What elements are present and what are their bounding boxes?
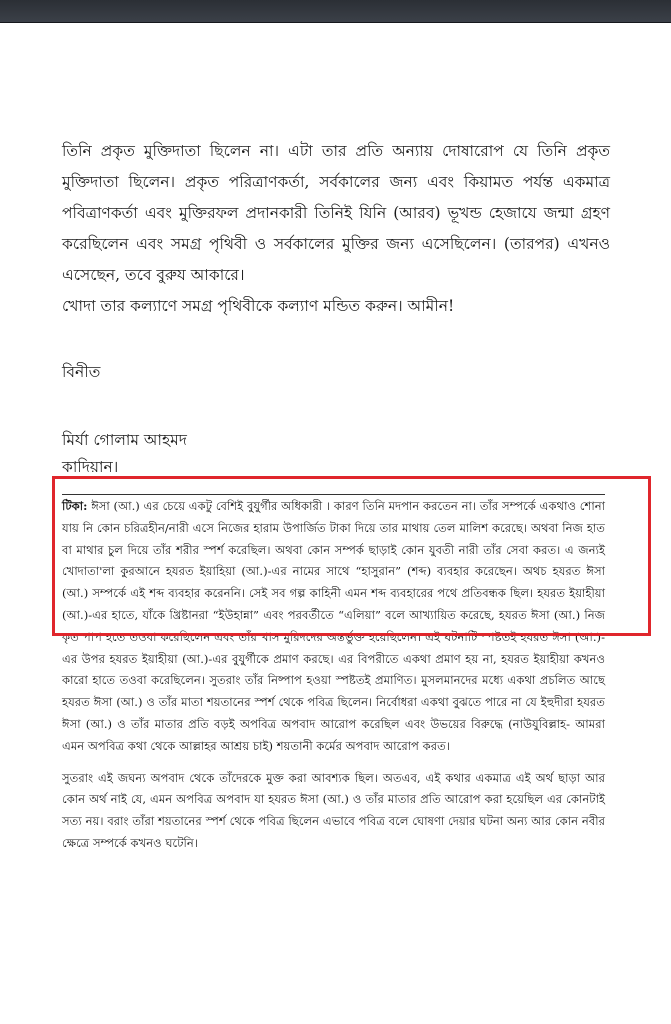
footnote-text-1: ঈসা (আ.) এর চেয়ে একটু বেশিই বুযুর্গীর অধিকারী । কারণ তিনি মদপান করতেন না। তাঁর সম্পর্কে একথাও শোনা যায় নি কোন চরিত্রহীন/নারী এসে নিজের হারাম উপার্জিত টাকা দিয়ে তার মাথায় তেল মালিশ করেছে। অথবা নিজ হাত বা মাথার চুল দিয়ে তাঁর শরীর স্পর্শ করেছিল। অথবা কোন সম্পর্ক ছাড়াই কোন যুবতী নারী তাঁর সেবা করত। এ জন্যই খোদাতা'লা কুরআনে হযরত ইয়াহিয়া (আ.)-এর নামের সাথে “হাসুরান” (শব্দ) ব্যবহার করেছেন। অথচ হযরত ঈসা (আ.) সম্পর্কে এই শব্দ ব্যবহার করেননি। সেই সব গল্প কাহিনী এমন শব্দ ব্যবহারের পথে প্রতিবন্ধক ছিল। হযরত ইয়াহীয়া (আ.)-এর হাতে, যাঁকে খ্রিষ্টানরা “ইউহান্না” এবং পরবর্তীতে “এলিয়া” বলে আখ্যায়িত করেছে, হযরত ঈসা (আ.) নিজ কৃত পাপ হতে তওবা করেছিলেন এবং তাঁর খাস মুরিদদের অন্তর্ভুক্ত হয়েছিলেন। এই ঘটনাটি স্পষ্টতই হযরত ঈসা (আ.)-এর উপর হযরত ইয়াহীয়া (আ.)-এর বুযুর্গীকে প্রমাণ করছে। এর বিপরীতে একথা প্রমাণ হয় না, হযরত ইয়াহীয়া কখনও কারো হাতে তওবা করেছিলেন। সুতরাং তাঁর নিষ্পাপ হওয়া স্পষ্টতই প্রমাণিত। মুসলমানদের মধ্যে একথা প্রচলিত আছে হযরত ঈসা (আ.) ও তাঁর মাতা শয়তানের স্পর্শ থেকে পবিত্র ছিলেন। নির্বোধরা একথা বুঝতে পারে না যে ইহুদীরা হযরত ঈসা (আ.) ও তাঁর মাতার প্রতি বড়ই অপবিত্র অপবাদ আরোপ করেছিল এবং উভয়ের বিরুদ্ধে (নাউযুবিল্লাহ- আমরা এমন অপবিত্র কথা থেকে আল্লাহর আশ্রয় চাই) শয়তানী কর্মের অপবাদ আরোপ করত। [62, 499, 606, 753]
author-place: কাদিয়ান। [62, 458, 119, 476]
window-top-bar [0, 0, 671, 23]
prayer-line: খোদা তার কল্যাণে সমগ্র পৃথিবীকে কল্যাণ মন্ডিত করুন। আমীন! [62, 297, 455, 315]
highlight-annotation-box [52, 476, 651, 636]
footnote-label: টিকা: [62, 499, 88, 513]
main-paragraph: তিনি প্রকৃত মুক্তিদাতা ছিলেন না। এটা তার প্রতি অন্যায় দোষারোপ যে তিনি প্রকৃত মুক্তিদাতা ছিলেন। প্রকৃত পরিত্রাণকর্তা, সর্বকালের জন্য এবং কিয়ামত পর্যন্ত একমাত্র পবিত্রাণকর্তা এবং মুক্তিরফল প্রদানকারী তিনিই যিনি (আরব) ভূখন্ড হেজাযে জন্মা গ্রহণ করেছিলেন এবং সমগ্র পৃথিবী ও সর্বকালের মুক্তির জন্য এসেছিলেন। (তারপর) এখনও এসেছেন, তবে বুরুয আকারে। [62, 142, 610, 284]
main-body-text [62, 136, 610, 322]
salutation: বিনীত [62, 363, 101, 381]
footnote-paragraph-2: সুতরাং এই জঘন্য অপবাদ থেকে তাঁদেরকে মুক্ত করা আবশ্যক ছিল। অতএব, এই কথার একমাত্র এই অর্থ ছাড়া আর কোন অর্থ নাই যে, এমন অপবিত্র অপবাদ যা হযরত ঈসা (আ.) ও তাঁর মাতার প্রতি আরোপ করা হয়েছিল এর কোনটাই সত্য নয়। বরাং তাঁরা শয়তানের স্পর্শ থেকে পবিত্র ছিলেন এভাবে পবিত্র বলে ঘোষণা দেয়ার ঘটনা অন্য আর কোন নবীর ক্ষেত্রে সম্পর্কে কখনও ঘটেনি। [62, 770, 605, 850]
author-name: মির্যা গোলাম আহমদ [62, 431, 187, 449]
